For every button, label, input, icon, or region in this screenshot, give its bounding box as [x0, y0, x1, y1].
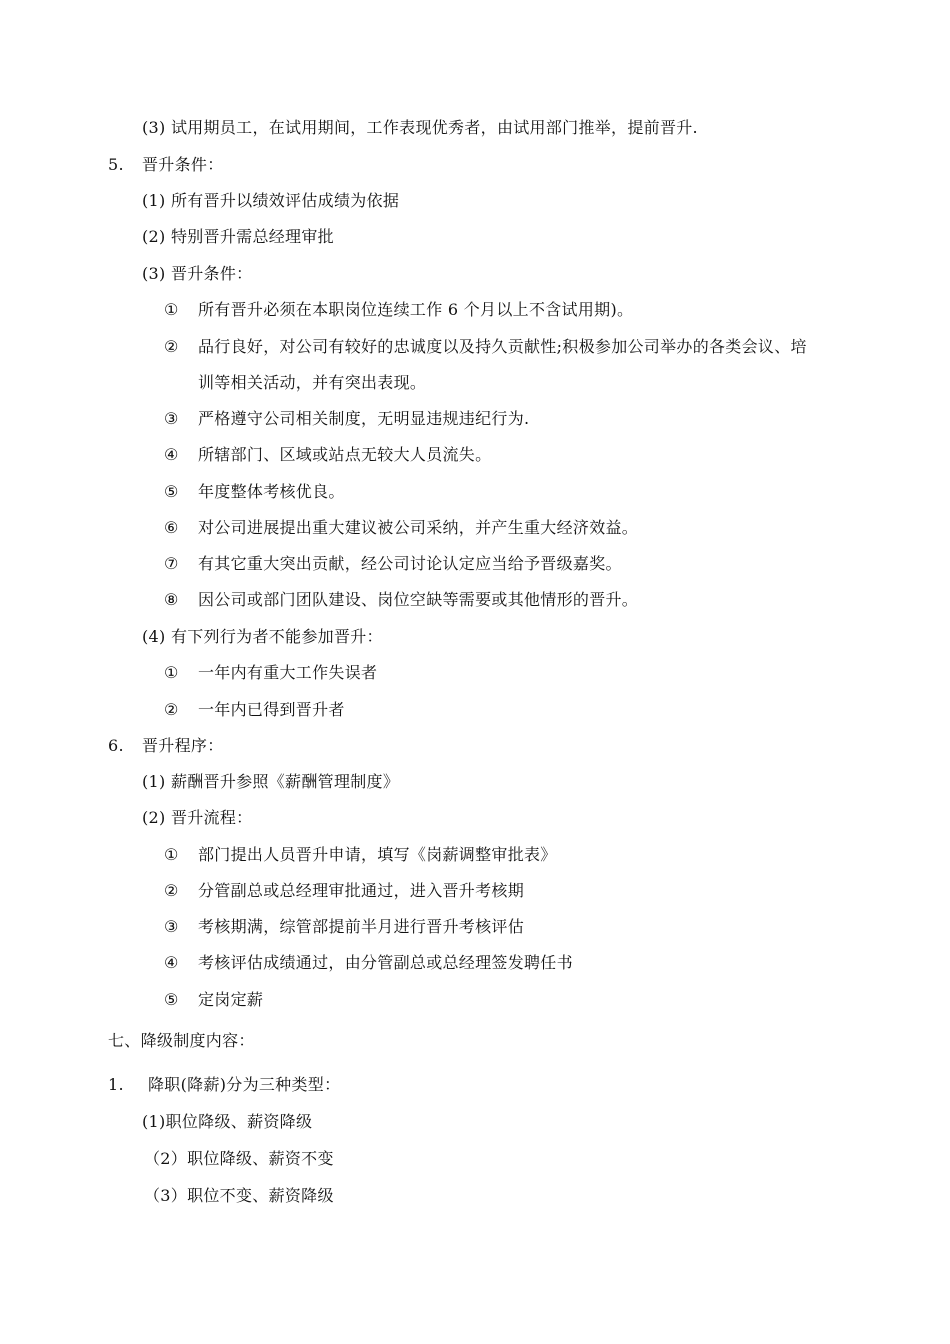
procedure-item-1 — [142, 772, 399, 792]
circled-number: ⑤ — [164, 990, 179, 1009]
section-title: 降职(降薪)分为三种类型： — [148, 1075, 341, 1094]
item-text: (2) 晋升流程： — [142, 808, 253, 827]
circled-number: ② — [164, 337, 179, 356]
item-text: (1)职位降级、薪资降级 — [142, 1112, 313, 1131]
requirement-8 — [164, 590, 638, 610]
circled-number: ③ — [164, 409, 179, 428]
probation-early-promotion-item — [142, 118, 698, 138]
item-text: （3）职位不变、薪资降级 — [144, 1186, 334, 1205]
chapter-demotion-heading — [108, 1031, 255, 1051]
requirement-5 — [164, 482, 345, 502]
requirement-2-continuation — [198, 373, 426, 393]
item-text: 严格遵守公司相关制度，无明显违规违纪行为. — [198, 409, 530, 428]
circled-number: ⑥ — [164, 518, 179, 537]
procedure-item-2 — [142, 808, 252, 828]
requirement-6 — [164, 518, 638, 538]
requirement-7 — [164, 554, 622, 574]
chapter-title: 七、降级制度内容： — [108, 1031, 255, 1050]
item-text: 因公司或部门团队建设、岗位空缺等需要或其他情形的晋升。 — [198, 590, 639, 609]
circled-number: ⑦ — [164, 554, 179, 573]
flow-step-1 — [164, 845, 557, 865]
item-text: 品行良好，对公司有较好的忠诚度以及持久贡献性;积极参加公司举办的各类会议、培 — [198, 337, 807, 356]
item-text: 所有晋升必须在本职岗位连续工作 6 个月以上不含试用期)。 — [198, 300, 634, 319]
circled-number: ① — [164, 663, 179, 682]
circled-number: ③ — [164, 917, 179, 936]
circled-number: ② — [164, 700, 179, 719]
item-text: （2）职位降级、薪资不变 — [144, 1149, 334, 1168]
item-text: 所辖部门、区域或站点无较大人员流失。 — [198, 445, 492, 464]
flow-step-3 — [164, 917, 524, 937]
item-text: (1) 所有晋升以绩效评估成绩为依据 — [142, 191, 400, 210]
item-text: (1) 薪酬晋升参照《薪酬管理制度》 — [142, 772, 400, 791]
condition-item-1 — [142, 191, 399, 211]
demotion-type-3 — [144, 1186, 334, 1206]
flow-step-2 — [164, 881, 524, 901]
circled-number: ④ — [164, 445, 179, 464]
circled-number: ① — [164, 845, 179, 864]
requirement-1 — [164, 300, 633, 320]
flow-step-4 — [164, 953, 573, 973]
requirement-3 — [164, 409, 529, 429]
demotion-type-1 — [142, 1112, 312, 1132]
item-text: 部门提出人员晋升申请，填写《岗薪调整审批表》 — [198, 845, 557, 864]
section-number: 1. — [108, 1075, 124, 1094]
section-title: 晋升条件： — [142, 155, 224, 174]
item-text: 年度整体考核优良。 — [198, 482, 345, 501]
circled-number: ④ — [164, 953, 179, 972]
circled-number: ⑧ — [164, 590, 179, 609]
flow-step-5 — [164, 990, 263, 1010]
item-text: (3) 晋升条件： — [142, 264, 253, 283]
exclusion-1 — [164, 663, 377, 683]
item-text: 分管副总或总经理审批通过，进入晋升考核期 — [198, 881, 525, 900]
item-text: (2) 特别晋升需总经理审批 — [142, 227, 334, 246]
item-text: (4) 有下列行为者不能参加晋升： — [142, 627, 383, 646]
section-demotion-types-heading — [108, 1075, 340, 1095]
item-text: 定岗定薪 — [198, 990, 264, 1009]
circled-number: ⑤ — [164, 482, 179, 501]
item-text: 对公司进展提出重大建议被公司采纳，并产生重大经济效益。 — [198, 518, 639, 537]
condition-item-4 — [142, 627, 383, 647]
item-text: 考核期满，综管部提前半月进行晋升考核评估 — [198, 917, 525, 936]
section-promotion-procedure-heading — [108, 736, 224, 756]
exclusion-2 — [164, 700, 345, 720]
item-text: 一年内有重大工作失误者 — [198, 663, 378, 682]
item-text: 有其它重大突出贡献，经公司讨论认定应当给予晋级嘉奖。 — [198, 554, 622, 573]
condition-item-3 — [142, 264, 252, 284]
condition-item-2 — [142, 227, 334, 247]
requirement-2 — [164, 337, 807, 357]
item-text: (3) 试用期员工，在试用期间，工作表现优秀者，由试用部门推举，提前晋升. — [142, 118, 698, 137]
demotion-type-2 — [144, 1149, 334, 1169]
section-number: 5. — [108, 155, 124, 174]
section-number: 6. — [108, 736, 124, 755]
item-text: 考核评估成绩通过，由分管副总或总经理签发聘任书 — [198, 953, 573, 972]
section-title: 晋升程序： — [142, 736, 224, 755]
circled-number: ② — [164, 881, 179, 900]
item-text: 训等相关活动，并有突出表现。 — [198, 373, 427, 392]
requirement-4 — [164, 445, 491, 465]
circled-number: ① — [164, 300, 179, 319]
item-text: 一年内已得到晋升者 — [198, 700, 345, 719]
section-promotion-conditions-heading — [108, 155, 224, 175]
